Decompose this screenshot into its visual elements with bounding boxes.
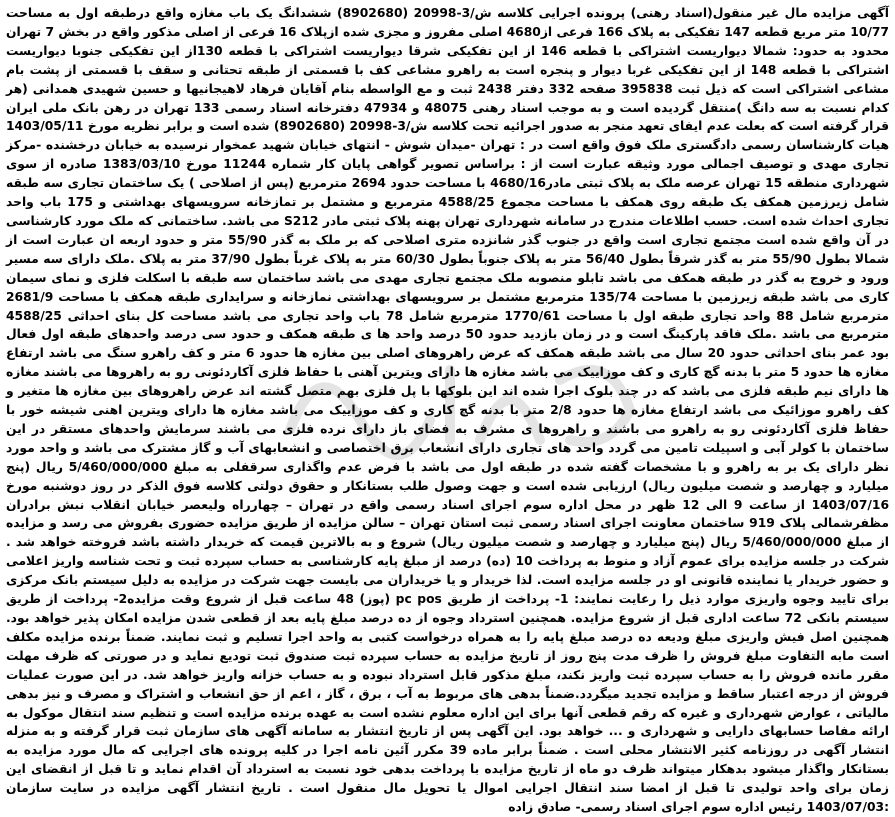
auction-notice-text	[6, 4, 890, 815]
notice-body: آگهی مزایده مال غیر منقول(اسناد رهنی) پرونده اجرایی کلاسه ش/3-20998 (8902680) ششدانگ یک باب مغازه واقع درطبقه اول به مساحت 10/77 متر مربع قطعه 147 تفکیکی به پلاک 166 فرعی از4680 اصلی مفروز و مجزی شده ازپلاک 16 فرعی از اصلی مذکور واقع در بخش 7 تهران محدود به حدود: شمالا دیواریست اشتراکی با قطعه 146 از این تفکیکی شرقا دیواریست اشتراکی با قطعه 130از این تفکیکی جنوبا دیواریست اشتراکی با قطعه 148 از این تفکیکی غربا دیوار و پنجره است به راهرو مشاعی کف با قسمتی از طبقه تحتانی و سقف با قسمتی از پشت بام مشاعی اشتراکی است که ذیل ثبت 395838 صفحه 332 دفتر 2438 ثبت و مع الواسطه بنام آقایان فرهاد لاهیجانیها و حسین شهیدی همدانی (هر کدام نسبت به سه دانگ )منتقل گردیده است و به موجب اسناد رهنی 48075 و 47934 دفترخانه اسناد رسمی 133 تهران در رهن بانک ملی ایران قرار گرفته است که بعلت عدم ایفای تعهد منجر به صدور اجرائیه تحت کلاسه ش/3-20998 (8902680) شده است و برابر نظریه مورخ 1403/05/11 هیات کارشناسان رسمی دادگستری ملک فوق واقع است در : تهران -میدان شوش - انتهای خیابان شهید عمخوار نرسیده به خیابان درخشنده -مرکز تجاری مهدی و توصیف اجمالی مورد وثیقه عبارت است از : براساس تصویر گواهی پایان کار شماره 11244 مورخ 1383/03/10 صادره از سوی شهرداری منطقه 15 تهران عرصه ملک به پلاک ثبتی مادر4680/16 با مساحت حدود 2694 مترمربع (پس از اصلاحی ) یک ساختمان تجاری سه طبقه شامل زیرزمین همکف یک طبقه روی همکف با مساحت مجموع 4588/25 مترمربع و مشتمل بر تمازخانه سرویسهای بهداشتی و 175 باب واحد تجاری احداث شده است. حسب اطلاعات مندرج در سامانه شهرداری تهران پهنه پلاک ثبتی مادر S212 می باشد. ساختمانی که ملک مورد کارشناسی در آن واقع شده است مجتمع تجاری است واقع در جنوب گذر شانزده متری اصلاحی که بر ملک به گذر 55/90 متر و حدود اربعه ان عبارت است از شمالا بطول 55/90 متر به گذر شرقاً بطول 56/40 متر به پلاک جنوباً بطول 60/30 متر به پلاک غرباً بطول 37/90 متر به پلاک .ملک دارای سه مسیر ورود و خروج به گذر در طبقه همکف می باشد تابلو منصوبه ملک مجتمع تجاری مهدی می باشد ساختمان سه طبقه با اسکلت فلزی و نمای سیمان کاری می باشد طبقه زیرزمین با مساحت 135/74 مترمربع مشتمل بر سرویسهای بهداشتی نمازخانه و سرایداری طبقه همکف با مساحت 2681/9 مترمربع شامل 88 واحد تجاری طبقه اول با مساحت 1770/61 مترمربع شامل 78 باب واحد تجاری می باشد مساحت کل بنای احداثی 4588/25 مترمربع می باشد .ملک فاقد پارکینگ است و در زمان بازدید حدود 50 درصد واحد ها ی طبقه همکف و حدود سی درصد واحدهای طبقه اول فعال بود عمر بنای احداثی حدود 20 سال می باشد طبقه همکف که عرض راهروهای اصلی بین مغازه ها حدود 6 متر و کف راهرو سنگ می باشد ارتفاع مغازه ها حدود 5 متر با بدنه گچ کاری و کف موزاییک می باشد مغازه ها دارای ویترین آهنی با حفاظ فلزی آکاردئونی رو به راهروها می باشند مغازه ها دارای نیم طبقه فلزی می باشد که در چند بلوک اجرا شده اند این بلوکها با پل فلزی بهم متصل گشته اند عرض راهروهای بین مغازه ها متغیر و کف راهرو موزائیک می باشد ارتفاع مغازه ها حدود 2/8 متر با بدنه گچ کاری و کف موزاییک می باشد مغازه ها دارای ویترین اهنی شیشه خور با حفاظ فلزی آکاردئونی رو به راهرو می باشند و راهروها ی مشرف به فضای باز دارای نرده فلزی می باشند سرمایش واحدهای مستقر در این ساختمان با کولر آبی و اسپیلت تامین می گردد واحد های تجاری دارای انشعاب برق اختصاصی و انشعابهای آب و گاز مشترک می باشد و واحد مورد نظر دارای یک بر به راهرو و با مشخصات گفته شده در طبقه اول می باشد با فرض عدم واگذاری سرقفلی به مبلغ 5/460/000/000 ریال (پنج میلیارد و چهارصد و شصت میلیون ریال) ارزیابی شده است و جهت وصول طلب بستانکار و حقوق دولتی کلاسه فوق الذکر در روز دوشنبه مورخ 1403/07/16 از ساعت 9 الی 12 ظهر در محل اداره سوم اجرای اسناد رسمی واقع در تهران – چهارراه ولیعصر خیابان انقلاب نبش برادران مظفرشمالی پلاک 919 ساختمان معاونت اجرای اسناد رسمی ثبت استان تهران – سالن مزایده از طریق مزایده حضوری بفروش می رسد و مزایده از مبلغ 5/460/000/000 ریال (پنج میلیارد و چهارصد و شصت میلیون ریال) شروع و به بالاترین قیمت که خریدار داشته باشد فروخته خواهد شد . شرکت در جلسه مزایده برای عموم آزاد و منوط به پرداخت 10 (ده) درصد از مبلغ پایه کارشناسی به حساب سپرده ثبت و تحت شناسه واریز اعلامی و حضور خریدار یا نماینده قانونی او در جلسه مزایده است. لذا خریدار و یا خریداران می بایست جهت شرکت در مزایده به دلیل سیستم بانک مرکزی برای تایید وجوه واریزی موارد ذیل را رعایت نمایند: 1- پرداخت از طریق pc pos (پوز) 48 ساعت قبل از شروع وقت مزایده2- پرداخت از طریق سیستم بانکی 72 ساعت اداری قبل از شروع مزایده. همچنین استرداد وجوه از ده درصد مبلغ پایه بعد از قطعی شدن مزایده امکان پذیر خواهد بود. همچنین اصل فیش واریزی مبلغ ودیعه ده درصد مبلغ پایه را به همراه درخواست کتبی به واحد اجرا تسلیم و ثبت نمایند. ضمناً برنده مزایده مکلف است مابه التفاوت مبلغ فروش را ظرف مدت پنج روز از تاریخ مزایده به حساب سپرده ثبت صندوق ثبت تودیع نماید و در صورتی که ظرف مهلت مقرر مانده فروش را به حساب سپرده ثبت واریز نکند، مبلغ مذکور قابل استرداد نبوده و به حساب خزانه واریز خواهد شد. در این صورت عملیات فروش از درجه اعتبار ساقط و مزایده تجدید میگردد.ضمناً بدهی های مربوط به آب ، برق ، گاز ، اعم از حق انشعاب و اشتراک و مصرف و نیز بدهی مالیاتی ، عوارض شهرداری و غیره که رقم قطعی آنها برای این اداره معلوم نشده است به عهده برنده مزایده است و تنظیم سند انتقال موکول به ارائه مفاصا حسابهای دارایی و شهرداری و ... خواهد بود. این آگهی پس از تاریخ انتشار به سامانه آگهی های سازمان ثبت قرار گرفته و به منزله انتشار آگهی در روزنامه کثیر الانتشار محلی است . ضمناً برابر ماده 39 مکرر آئین نامه اجرا در کلیه پرونده های اجرایی که مال مورد مزایده به بستانکار واگذار میشود بدهکار میتواند ظرف دو ماه از تاریخ مزایده با پرداخت بدهی خود نسبت به استرداد آن اقدام نماید و تا قبل از انقضای این زمان برای واحد تولیدی تا قبل از امضا سند انتقال اجرایی اموال یا تحویل مال منقول است . تاریخ انتشار آگهی مزایده در سایت سازمان :1403/07/03 رئیس اداره سوم اجرای اسناد رسمی- صادق زاده	[6, 6, 890, 815]
